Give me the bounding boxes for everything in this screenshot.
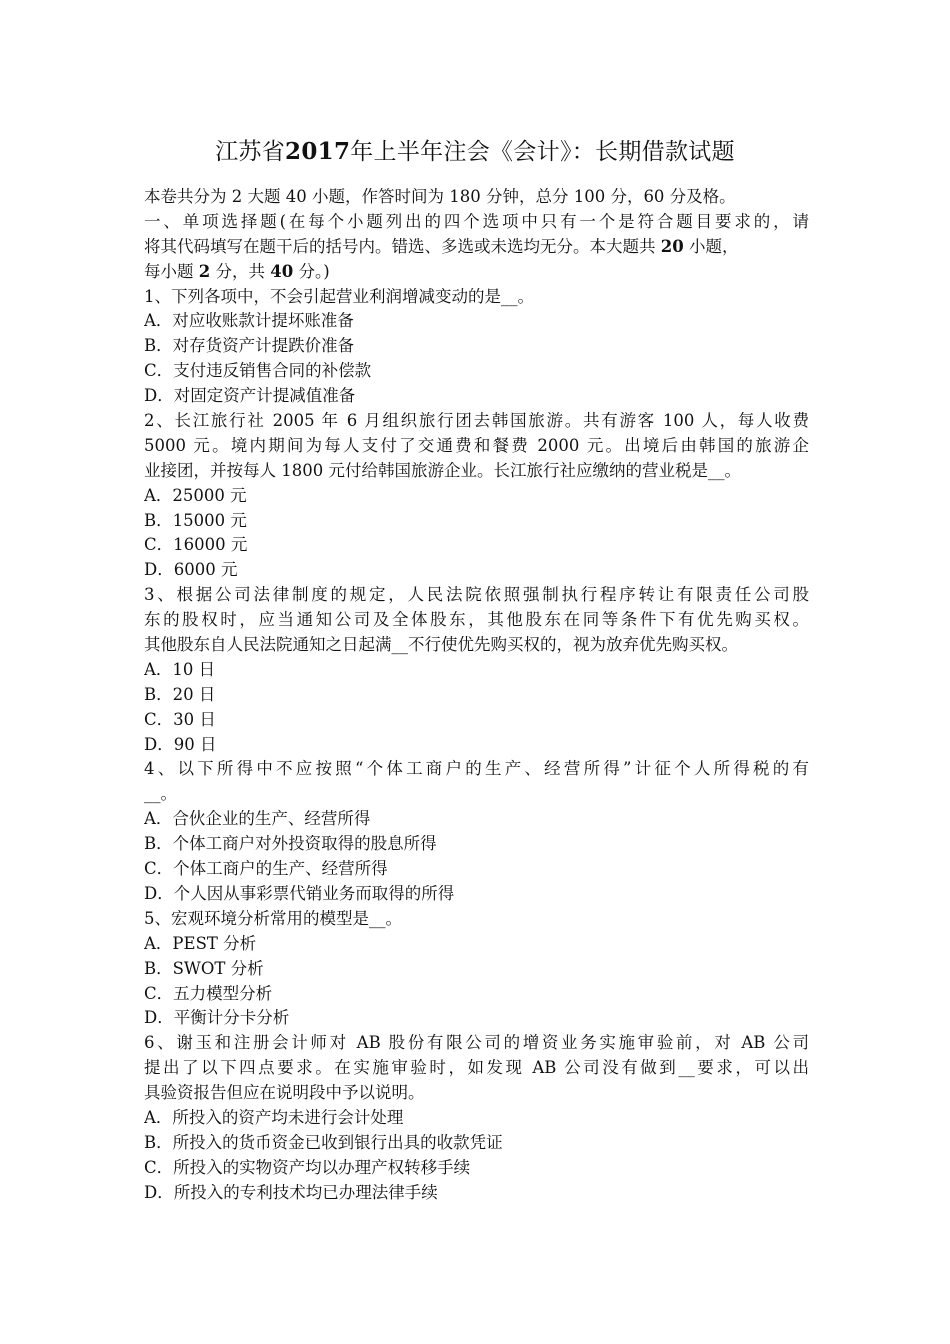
question-6-stem-line-1: 6、谢玉和注册会计师对 AB 股份有限公司的增资业务实施审验前，对 AB 公司 [144, 1033, 809, 1053]
question-2-stem-line-2: 5000 元。境内期间为每人支付了交通费和餐费 2000 元。出境后由韩国的旅游企 [144, 435, 809, 455]
section-text: 将其代码填写在题干后的括号内。错选、多选或未选均无分。本大题共 [144, 236, 661, 256]
title-text-part1: 江苏省 [215, 139, 286, 165]
section-points-each: 2 [198, 261, 211, 281]
title-text-part2: 年上半年注会《会计》：长期借款试题 [350, 139, 735, 165]
question-3-stem-line-2: 东的股权时，应当通知公司及全体股东，其他股东在同等条件下有优先购买权。 [144, 610, 809, 630]
question-1-option-d: D．对固定资产计提减值准备 [144, 386, 356, 406]
question-2-option-b: B．15000 元 [144, 510, 247, 530]
section-question-count: 20 [660, 236, 684, 256]
question-6-stem-line-3: 具验资报告但应在说明段中予以说明。 [144, 1083, 425, 1103]
question-3-option-a: A．10 日 [144, 659, 216, 679]
section-text: 小题， [683, 236, 739, 256]
question-5-option-d: D．平衡计分卡分析 [144, 1008, 290, 1028]
question-5-stem: 5、宏观环境分析常用的模型是__。 [144, 908, 402, 928]
question-2-option-c: C．16000 元 [144, 535, 248, 555]
question-3-option-d: D．90 日 [144, 734, 217, 754]
title-year: 2017 [285, 138, 351, 165]
question-5-option-a: A．PEST 分析 [144, 933, 257, 953]
question-5-option-c: C．五力模型分析 [144, 983, 273, 1003]
question-4-option-a: A．合伙企业的生产、经营所得 [144, 809, 371, 829]
question-4-option-b: B．个体工商户对外投资取得的股息所得 [144, 834, 437, 854]
section-text: 分，共 [210, 261, 271, 281]
question-3-option-b: B．20 日 [144, 684, 216, 704]
question-2-stem-line-3: 业接团，并按每人 1800 元付给韩国旅游企业。长江旅行社应缴纳的营业税是__。 [144, 460, 741, 480]
question-5-option-b: B．SWOT 分析 [144, 958, 264, 978]
exam-intro: 本卷共分为 2 大题 40 小题，作答时间为 180 分钟，总分 100 分，60 分及格。 [144, 187, 736, 206]
question-2-option-a: A．25000 元 [144, 485, 247, 505]
question-6-option-d: D．所投入的专利技术均已办理法律手续 [144, 1182, 438, 1202]
question-1-stem: 1、下列各项中，不会引起营业利润增减变动的是__。 [144, 286, 534, 306]
question-6-option-c: C．所投入的实物资产均以办理产权转移手续 [144, 1157, 471, 1177]
section-heading-line-2 [144, 235, 809, 260]
question-3-stem-line-3: 其他股东自人民法院通知之日起满__不行使优先购买权的，视为放弃优先购买权。 [144, 635, 738, 655]
question-1-option-c: C．支付违反销售合同的补偿款 [144, 361, 372, 381]
question-1-option-a: A．对应收账款计提坏账准备 [144, 311, 354, 331]
section-text: 分。) [293, 261, 330, 281]
document-title [0, 134, 950, 170]
section-heading-line-3 [144, 260, 809, 285]
question-6-stem-line-2: 提出了以下四点要求。在实施审验时，如发现 AB 公司没有做到__要求，可以出 [144, 1058, 809, 1078]
section-heading-line-1: 一、单项选择题(在每个小题列出的四个选项中只有一个是符合题目要求的，请 [144, 211, 809, 231]
section-points-total: 40 [270, 261, 294, 281]
question-6-option-b: B．所投入的货币资金已收到银行出具的收款凭证 [144, 1132, 503, 1152]
question-3-option-c: C．30 日 [144, 709, 216, 729]
question-2-option-d: D．6000 元 [144, 560, 238, 580]
question-6-option-a: A．所投入的资产均未进行会计处理 [144, 1107, 404, 1127]
section-text: 每小题 [144, 261, 199, 281]
question-2-stem-line-1: 2、长江旅行社 2005 年 6 月组织旅行团去韩国旅游。共有游客 100 人，每人收费 [144, 411, 809, 431]
question-4-option-d: D．个人因从事彩票代销业务而取得的所得 [144, 883, 455, 903]
question-4-stem-line-1: 4、以下所得中不应按照“个体工商户的生产、经营所得”计征个人所得税的有 [144, 759, 809, 779]
document-body [144, 185, 809, 1206]
question-4-option-c: C．个体工商户的生产、经营所得 [144, 859, 388, 879]
question-1-option-b: B．对存货资产计提跌价准备 [144, 336, 355, 356]
question-3-stem-line-1: 3、根据公司法律制度的规定，人民法院依照强制执行程序转让有限责任公司股 [144, 585, 809, 605]
question-4-stem-line-2: __。 [144, 784, 177, 804]
